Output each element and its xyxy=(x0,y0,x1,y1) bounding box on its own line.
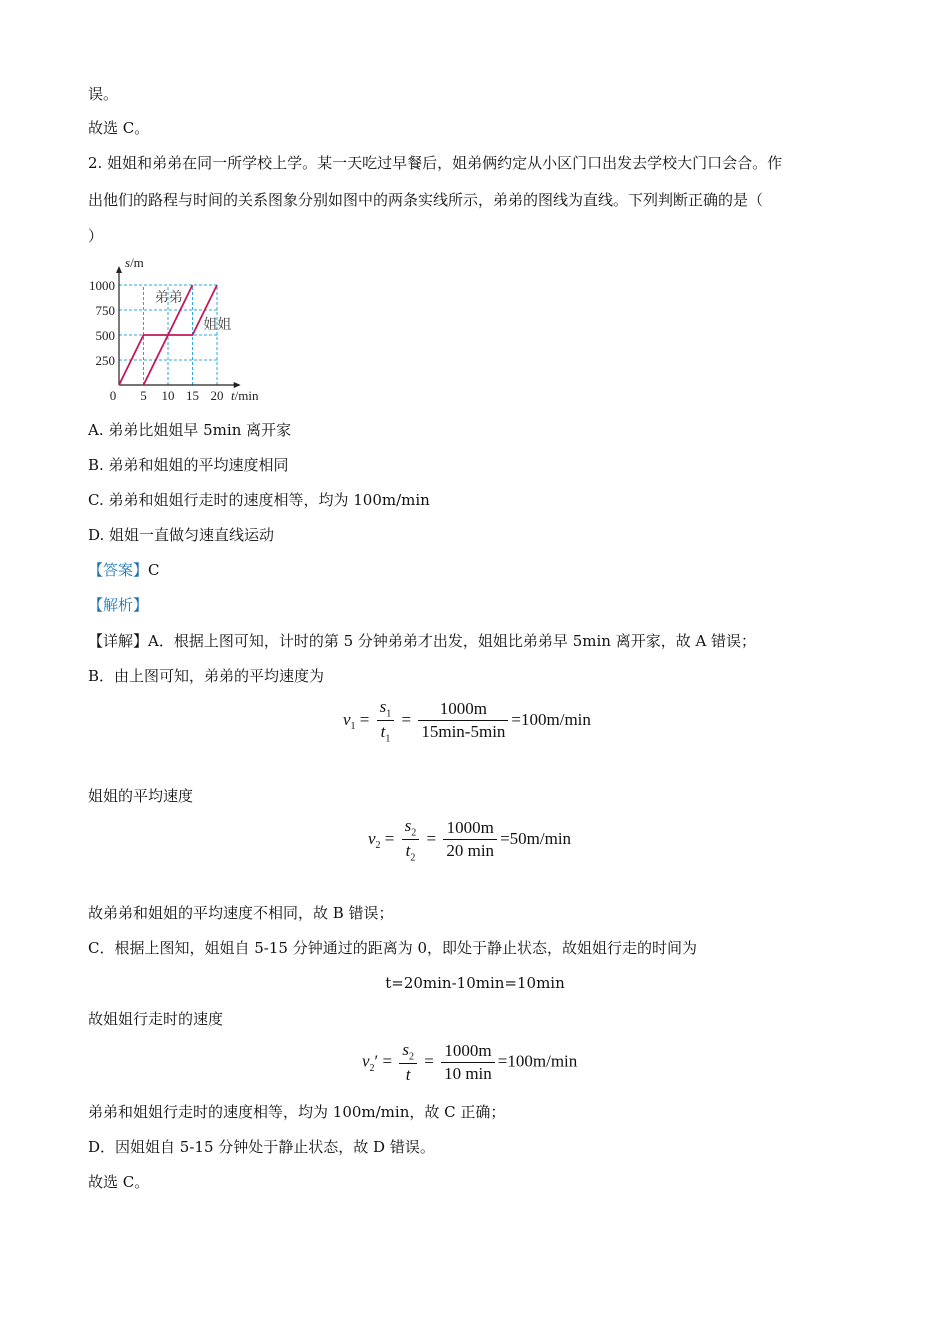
final-answer: 故选 C。 xyxy=(88,1173,150,1191)
y-tick-label: 250 xyxy=(95,353,115,368)
eq3-prime: ′ xyxy=(374,1051,379,1071)
eq2-frac-values xyxy=(443,818,497,861)
answer-tag: 【答案】 xyxy=(88,561,149,579)
eq1-num-val: 1000m xyxy=(418,699,508,721)
detail-c: C．根据上图知，姐姐自 5-15 分钟通过的距离为 0，即处于静止状态，故姐姐行走的时间为 xyxy=(88,939,698,957)
eq3-frac-symbolic xyxy=(399,1040,417,1085)
eq2-den-val: 20 min xyxy=(446,841,495,861)
c-conclusion: 弟弟和姐姐行走时的速度相等，均为 100m/min，故 C 正确； xyxy=(88,1103,506,1121)
sister-avg-text: 姐姐的平均速度 xyxy=(88,787,194,805)
eq1-result: =100m/min xyxy=(511,709,591,729)
eq1-num-sub: 1 xyxy=(386,708,392,720)
x-tick-label: 5 xyxy=(140,388,147,403)
eq3-num-val: 1000m xyxy=(441,1041,495,1063)
question-text: 2. 姐姐和弟弟在同一所学校上学。某一天吃过早餐后，姐弟俩约定从小区门口出发去学校大门口会合。作 xyxy=(88,154,783,172)
detail-a xyxy=(88,631,756,651)
y-axis-label: s/m xyxy=(125,255,144,270)
eq3-frac-values xyxy=(441,1041,495,1084)
eq1-frac-values xyxy=(418,699,508,742)
eq3-lhs: v xyxy=(362,1051,370,1071)
x-tick-label: 10 xyxy=(161,388,175,403)
detail-a-text: A．根据上图可知，计时的第 5 分钟弟弟才出发，姐姐比弟弟早 5min 离开家，故 A 错误； xyxy=(148,632,757,650)
series-label-brother: 弟弟 xyxy=(154,291,183,306)
y-tick-label: 1000 xyxy=(89,278,115,293)
eq1-den-sub: 1 xyxy=(385,733,391,745)
eq3-num-sym: s xyxy=(402,1040,409,1059)
question-text: 出他们的路程与时间的关系图象分别如图中的两条实线所示，弟弟的图线为直线。下列判断正确的是（ xyxy=(88,191,764,209)
eq2-num-sym: s xyxy=(404,816,412,835)
detail-b: B．由上图可知，弟弟的平均速度为 xyxy=(88,667,325,685)
option-c: C. 弟弟和姐姐行走时的速度相等，均为 100m/min xyxy=(88,491,430,509)
option-d: D. 姐姐一直做匀速直线运动 xyxy=(88,526,275,544)
eq1-frac-symbolic xyxy=(377,697,395,745)
eq3-lhs-sub: 2 xyxy=(369,1063,375,1074)
distance-time-chart xyxy=(88,250,278,405)
eq3-result: =100m/min xyxy=(497,1051,578,1071)
detail-tag: 【详解】 xyxy=(88,632,149,650)
equation-v2: $v_2$ = $\frac{s_2}{t_2}$ = $\frac{1000m}{20 \min}$ =50m/min xyxy=(368,816,572,864)
eq2-den-sub: 2 xyxy=(410,852,416,864)
x-tick-label: 0 xyxy=(109,388,117,403)
eq1-den-sym: t xyxy=(380,722,386,742)
analysis-label: 【解析】 xyxy=(88,596,149,614)
option-a: A. 弟弟比姐姐早 5min 离开家 xyxy=(88,421,292,439)
eq2-result: =50m/min xyxy=(500,828,572,848)
text-line: 误。 xyxy=(88,85,119,103)
y-tick-label: 750 xyxy=(95,303,115,318)
chart-labels xyxy=(89,255,259,403)
series-label-sister: 姐姐 xyxy=(203,318,232,333)
b-conclusion: 故弟弟和姐姐的平均速度不相同，故 B 错误； xyxy=(88,904,394,922)
analysis-tag xyxy=(88,595,148,615)
option-b: B. 弟弟和姐姐的平均速度相同 xyxy=(88,456,289,474)
eq1-lhs: v xyxy=(343,709,351,729)
answer-line xyxy=(88,560,160,580)
detail-d: D．因姐姐自 5-15 分钟处于静止状态，故 D 错误。 xyxy=(88,1138,435,1156)
x-tick-label: 15 xyxy=(186,388,199,403)
question-text: ） xyxy=(88,227,104,245)
equation-v1: $v_1$ = $\frac{s_1}{t_1}$ = $\frac{1000m}{15\min-5\min}$ =100m/min xyxy=(343,697,591,745)
eq2-frac-symbolic xyxy=(402,816,420,864)
y-tick-label: 500 xyxy=(95,328,115,343)
eq2-lhs-sub: 2 xyxy=(375,840,381,852)
equation-v2-prime: $v_2'$ = $\frac{s_2}{t}$ = $\frac{1000m}{10 \min}$ =100m/min xyxy=(362,1040,578,1085)
y-axis-arrow xyxy=(116,266,122,273)
answer-value: C xyxy=(148,561,160,579)
x-tick-label: 20 xyxy=(210,388,224,403)
eq1-lhs-sub: 1 xyxy=(350,721,356,733)
eq2-num-sub: 2 xyxy=(411,827,417,839)
eq3-den-val: 10 min xyxy=(444,1064,492,1084)
eq2-num-val: 1000m xyxy=(443,818,497,840)
eq1-num-sym: s xyxy=(379,697,387,716)
eq1-den-val: 15min-5min xyxy=(421,722,506,742)
text-line: 故选 C。 xyxy=(88,119,150,137)
x-axis-label: t/min xyxy=(231,388,259,403)
eq3-num-sub: 2 xyxy=(408,1051,414,1063)
eq2-den-sym: t xyxy=(405,841,411,861)
eq3-den-sym: t xyxy=(405,1065,411,1085)
eq2-lhs: v xyxy=(368,828,376,848)
time-equation: t=20min-10min=10min xyxy=(385,974,565,992)
sister-walk-text: 故姐姐行走时的速度 xyxy=(88,1010,224,1028)
